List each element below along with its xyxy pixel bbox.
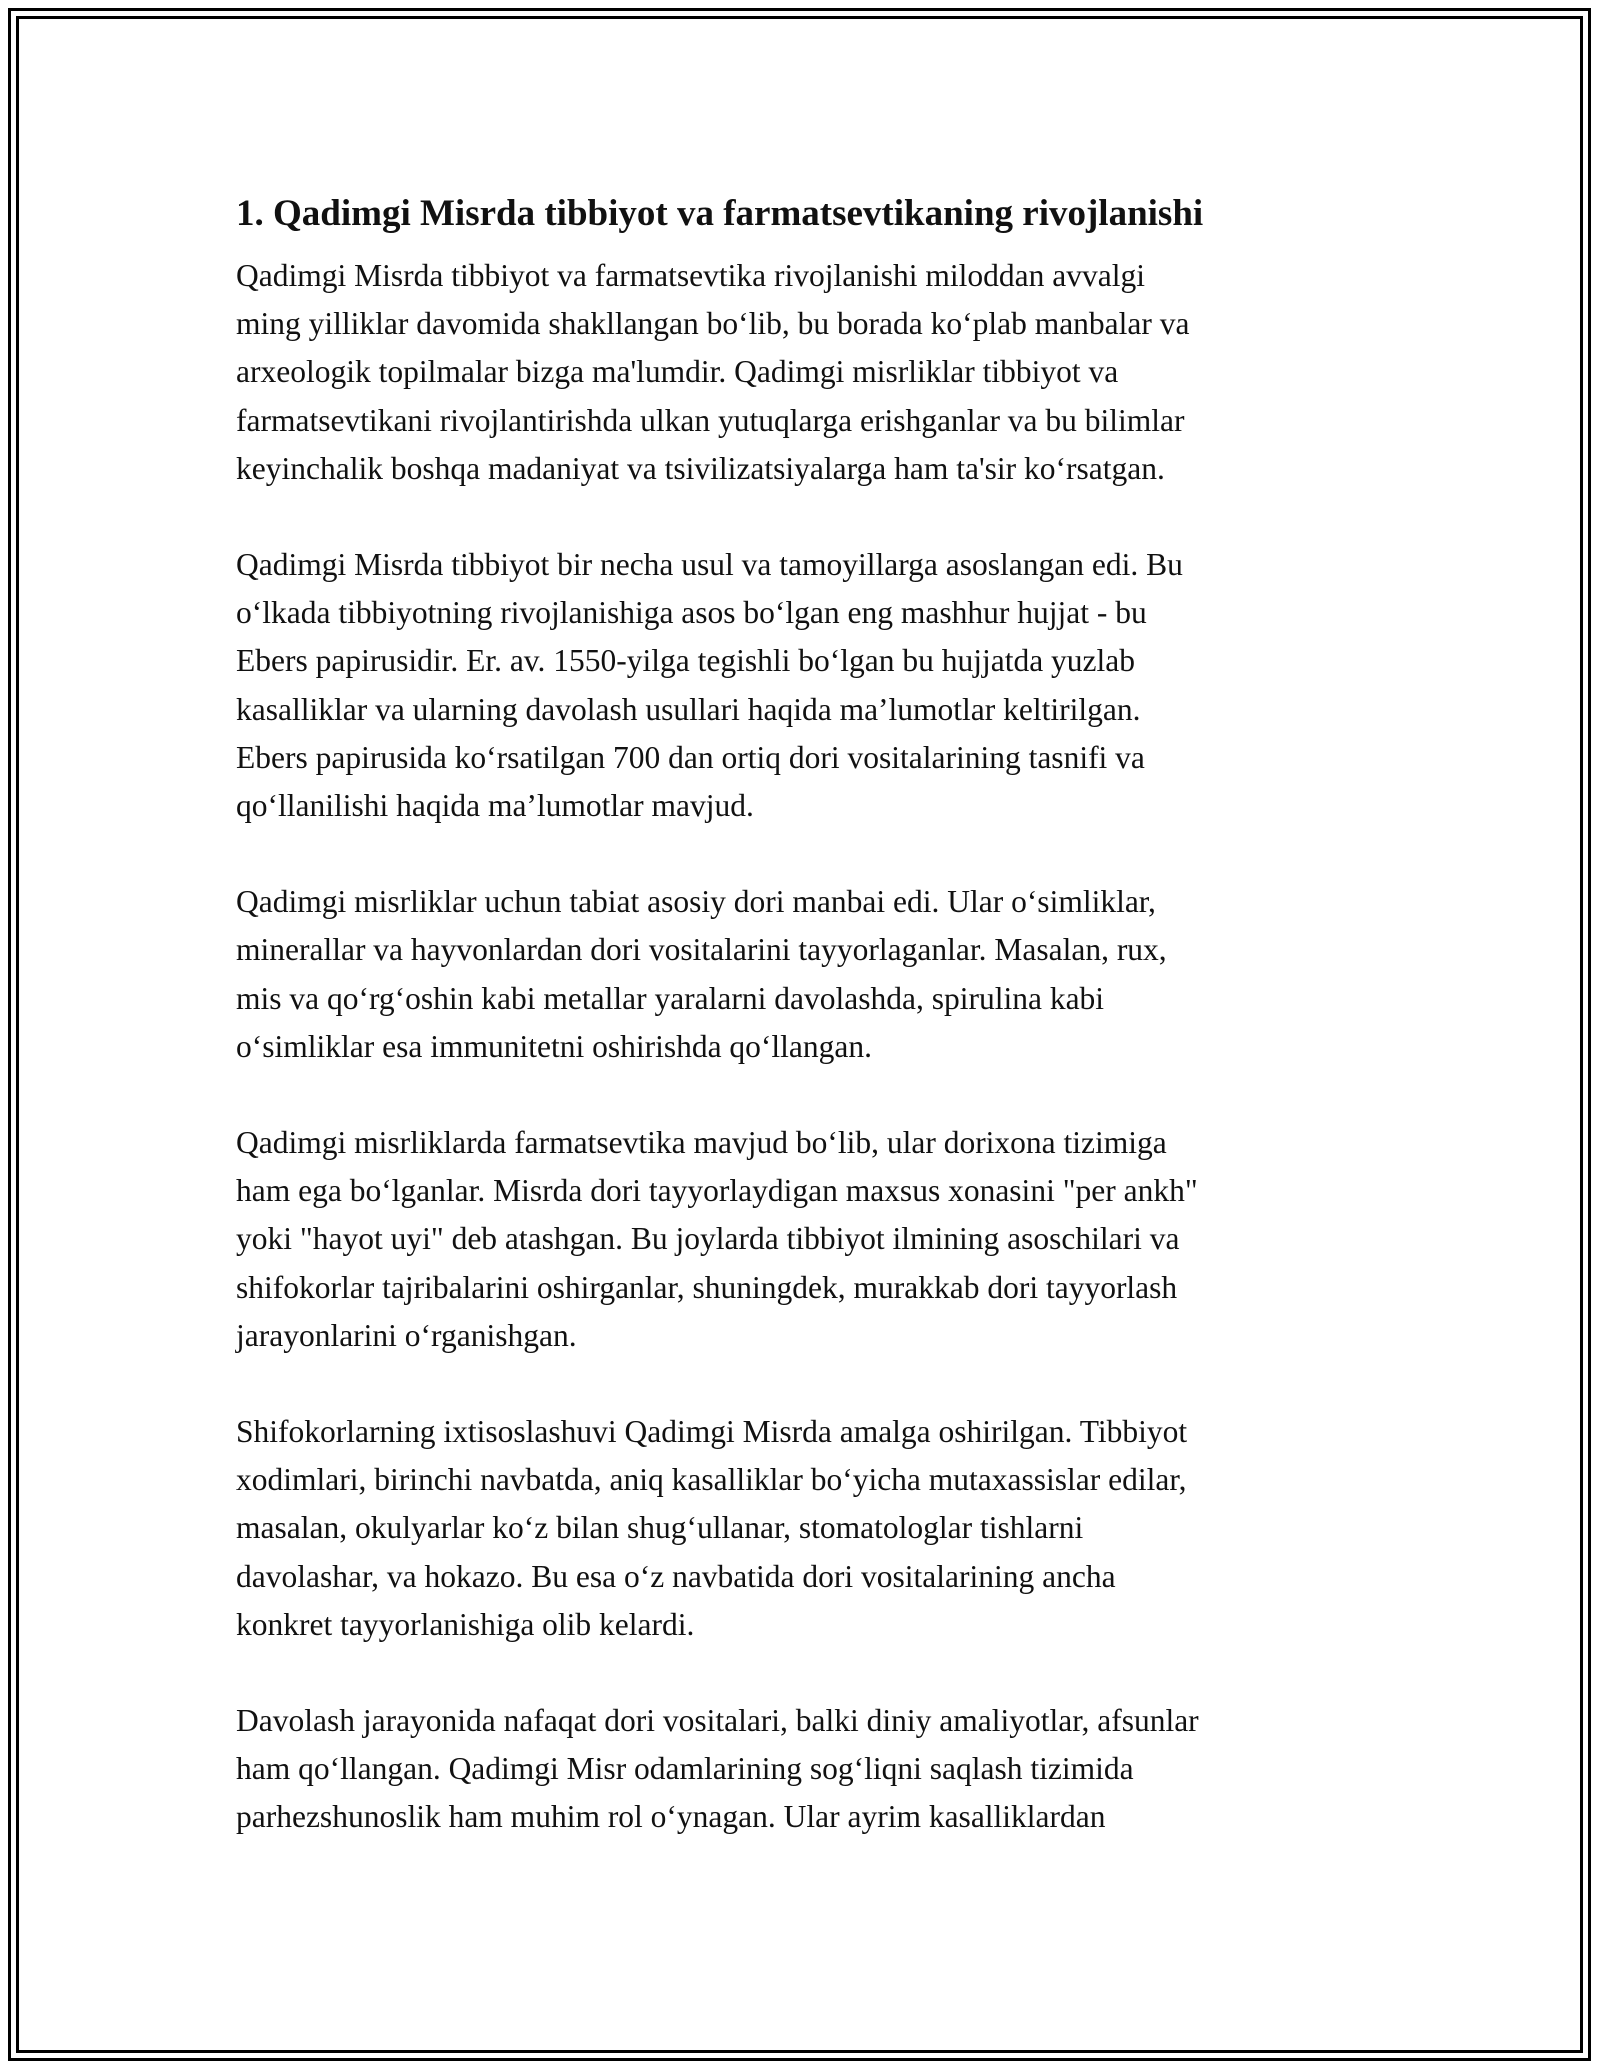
text-line: Qadimgi misrliklarda farmatsevtika mavjud bo‘lib, ular dorixona tizimiga (236, 1125, 1167, 1161)
text-line: arxeologik topilmalar bizga ma'lumdir. Qadimgi misrliklar tibbiyot va (236, 354, 1119, 390)
text-line: xodimlari, birinchi navbatda, aniq kasalliklar bo‘yicha mutaxassislar edilar, (236, 1462, 1187, 1498)
text-line: Davolash jarayonida nafaqat dori vositalari, balki diniy amaliyotlar, afsunlar (236, 1703, 1199, 1739)
text-line: parhezshunoslik ham muhim rol o‘ynagan. Ular ayrim kasalliklardan (236, 1799, 1106, 1835)
text-line: konkret tayyorlanishiga olib kelardi. (236, 1606, 695, 1642)
paragraph-treatment-practices (236, 1697, 1376, 1842)
text-line: davolashar, va hokazo. Bu esa o‘z navbatida dori vositalarining ancha (236, 1558, 1116, 1594)
text-line: minerallar va hayvonlardan dori vositalarini tayyorlaganlar. Masalan, rux, (236, 932, 1167, 968)
text-line: o‘simliklar esa immunitetni oshirishda qo‘llangan. (236, 1028, 873, 1064)
text-line: qo‘llanilishi haqida ma’lumotlar mavjud. (236, 788, 754, 824)
text-line: yoki "hayot uyi" deb atashgan. Bu joylarda tibbiyot ilmining asoschilari va (236, 1221, 1180, 1257)
paragraph-specialization (236, 1408, 1376, 1649)
paragraph-ebers-papyrus (236, 541, 1376, 830)
text-line: Ebers papirusidir. Er. av. 1550-yilga tegishli bo‘lgan bu hujjatda yuzlab (236, 643, 1136, 679)
text-line: ham qo‘llangan. Qadimgi Misr odamlarining sog‘liqni saqlash tizimida (236, 1751, 1134, 1787)
document-body (236, 184, 1376, 1842)
text-line: keyinchalik boshqa madaniyat va tsivilizatsiyalarga ham ta'sir ko‘rsatgan. (236, 450, 1165, 486)
text-line: Ebers papirusida ko‘rsatilgan 700 dan ortiq dori vositalarining tasnifi va (236, 739, 1145, 775)
section-heading: 1. Qadimgi Misrda tibbiyot va farmatsevtikaning rivojlanishi (236, 193, 1204, 234)
paragraph-intro (236, 252, 1376, 493)
text-line: mis va qo‘rg‘oshin kabi metallar yaralarni davolashda, spirulina kabi (236, 980, 1105, 1016)
paragraph-natural-sources (236, 878, 1376, 1071)
text-line: jarayonlarini o‘rganishgan. (236, 1317, 577, 1353)
text-line: kasalliklar va ularning davolash usullari haqida ma’lumotlar keltirilgan. (236, 691, 1141, 727)
text-line: farmatsevtikani rivojlantirishda ulkan yutuqlarga erishganlar va bu bilimlar (236, 402, 1185, 438)
paragraph-pharmacy-system (236, 1119, 1376, 1360)
text-line: Shifokorlarning ixtisoslashuvi Qadimgi Misrda amalga oshirilgan. Tibbiyot (236, 1414, 1188, 1450)
text-line: Qadimgi Misrda tibbiyot va farmatsevtika rivojlanishi miloddan avvalgi (236, 258, 1145, 293)
text-line: o‘lkada tibbiyotning rivojlanishiga asos bo‘lgan eng mashhur hujjat - bu (236, 595, 1147, 631)
text-line: ham ega bo‘lganlar. Misrda dori tayyorlaydigan maxsus xonasini "per ankh" (236, 1173, 1198, 1209)
text-line: ming yilliklar davomida shakllangan bo‘lib, bu borada ko‘plab manbalar va (236, 306, 1190, 342)
text-line: Qadimgi misrliklar uchun tabiat asosiy dori manbai edi. Ular o‘simliklar, (236, 884, 1156, 920)
text-line: Qadimgi Misrda tibbiyot bir necha usul va tamoyillarga asoslangan edi. Bu (236, 547, 1183, 583)
text-line: masalan, okulyarlar ko‘z bilan shug‘ullanar, stomatologlar tishlarni (236, 1510, 1084, 1546)
text-line: shifokorlar tajribalarini oshirganlar, shuningdek, murakkab dori tayyorlash (236, 1269, 1178, 1305)
